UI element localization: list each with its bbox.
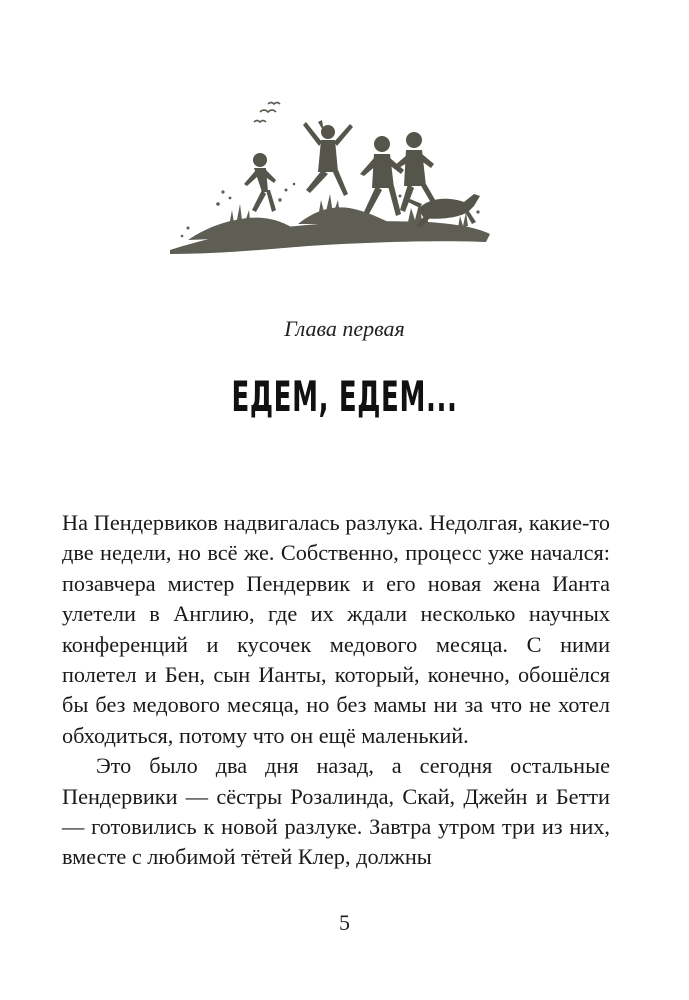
jumping-girl-icon <box>303 120 353 196</box>
chapter-illustration <box>168 100 493 260</box>
running-dog-icon <box>408 194 480 228</box>
birds-icon <box>254 103 280 123</box>
body-text <box>62 508 610 873</box>
paragraph: Это было два дня назад, а сегодня остальные Пендервики — сёстры Розалинда, Скай, Джейн и Бетти — готовились к новой разлуке. Завтра утром три из них, вместе с любимой тётей Клер, должны <box>62 753 610 870</box>
running-child-icon <box>244 153 276 212</box>
chapter-title: ЕДЕМ, ЕДЕМ... <box>231 372 458 421</box>
chapter-label: Глава первая <box>284 316 405 341</box>
page-number: 5 <box>339 910 350 935</box>
paragraph: На Пендервиков надвигалась разлука. Недолгая, какие-то две недели, но всё же. Собственно, процесс уже начался: позавчера мистер Пендервик и его новая жена Ианта улетели в Англию, где их ждали несколько научных конференций и кусочек медового месяца. С ними полетел и Бен, сын Ианты, который, конечно, обошёлся бы без медового месяца, но без мамы ни за что не хотел обходиться, потому что он ещё маленький. <box>62 510 610 748</box>
running-person-icon <box>360 136 404 216</box>
